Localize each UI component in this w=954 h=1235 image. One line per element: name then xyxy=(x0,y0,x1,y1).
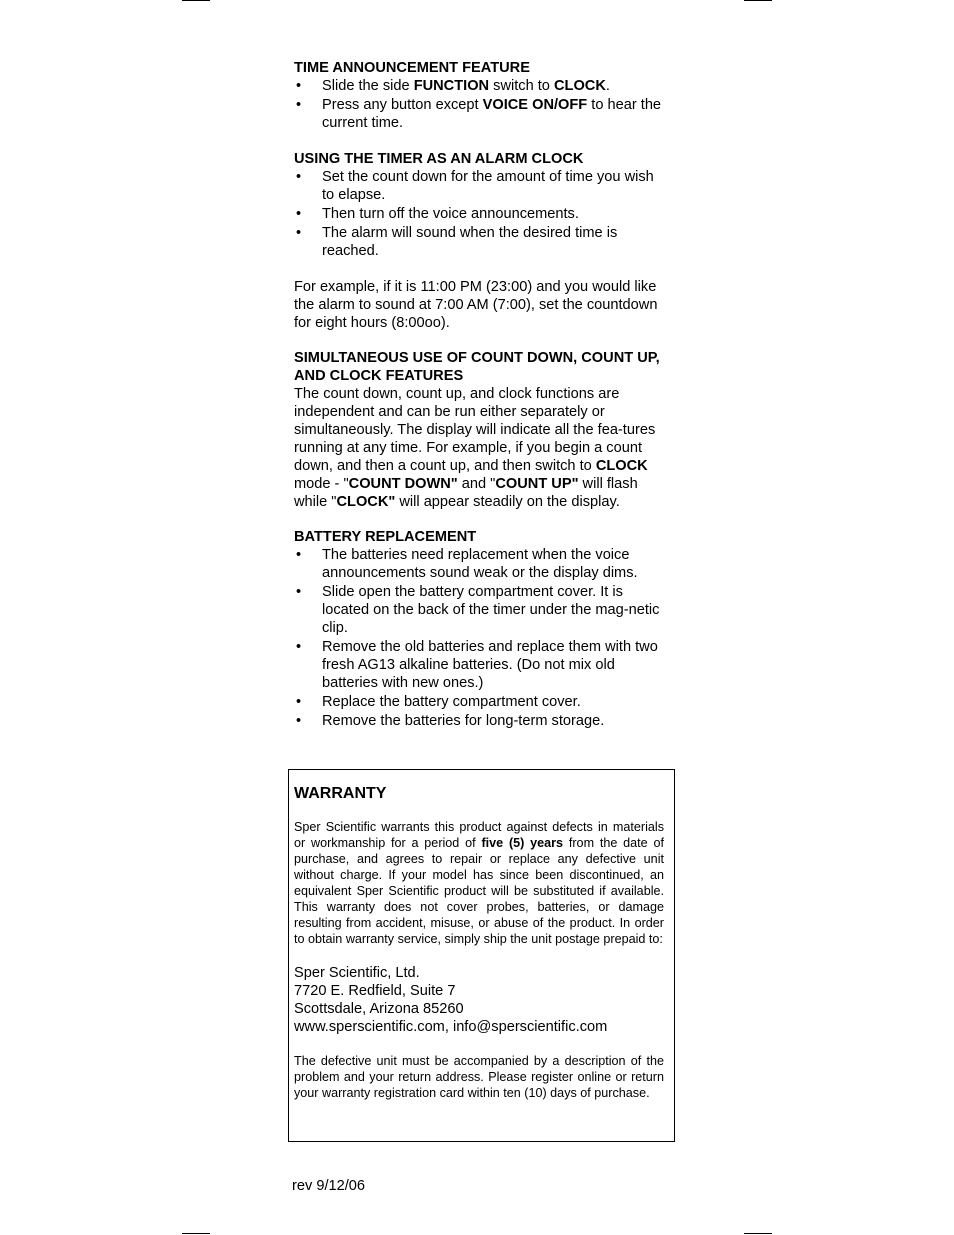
paragraph-bold: CLOCK xyxy=(595,458,648,474)
paragraph-text: and " xyxy=(457,476,496,492)
bullet-icon: • xyxy=(296,584,302,600)
warranty-body xyxy=(294,819,664,947)
list-item xyxy=(294,224,666,260)
list-item-text: to hear the current time. xyxy=(322,97,662,131)
bullet-icon: • xyxy=(296,97,302,113)
list-item xyxy=(294,168,666,204)
paragraph-text: will flash while " xyxy=(294,476,638,510)
list-item xyxy=(294,546,666,582)
bullet-icon: • xyxy=(296,694,302,710)
battery-heading: BATTERY REPLACEMENT xyxy=(294,529,477,545)
alarm-clock-list xyxy=(294,168,666,260)
paragraph-text: mode - " xyxy=(294,476,349,492)
list-item xyxy=(294,712,666,730)
paragraph-bold: COUNT UP" xyxy=(495,476,579,492)
alarm-example-paragraph: For example, if it is 11:00 PM (23:00) and you would like the alarm to sound at 7:00 AM (7:00), set the countdown for eight hours (8:00oo). xyxy=(294,279,658,331)
crop-mark-top-left xyxy=(182,0,210,1)
simultaneous-paragraph xyxy=(294,385,666,511)
list-item-text: switch to xyxy=(489,78,554,94)
alarm-clock-heading: USING THE TIMER AS AN ALARM CLOCK xyxy=(294,151,584,167)
bullet-icon: • xyxy=(296,78,302,94)
list-item-bold: VOICE ON/OFF xyxy=(482,97,588,113)
address-line: Scottsdale, Arizona 85260 xyxy=(294,1001,464,1017)
warranty-period: five (5) years xyxy=(481,836,564,850)
bullet-icon: • xyxy=(296,206,302,222)
time-announcement-heading: TIME ANNOUNCEMENT FEATURE xyxy=(294,60,530,76)
list-item-text: . xyxy=(605,78,610,94)
revision-date: rev 9/12/06 xyxy=(292,1178,366,1194)
warranty-box xyxy=(288,769,675,1142)
list-item-text: The batteries need replacement when the voice announcements sound weak or the display dims. xyxy=(322,547,638,581)
warranty-text: from the date of purchase, and agrees to repair or replace any defective unit without charge. If your model has since been discontinued, an equivalent Sper Scientific product will be substituted if available. This warranty does not cover probes, batteries, or damage resulting from accident, misuse, or abuse of the product. In order to obtain warranty service, simply ship the unit postage prepaid to: xyxy=(294,836,664,946)
bullet-icon: • xyxy=(296,639,302,655)
main-content xyxy=(294,59,666,731)
list-item xyxy=(294,693,666,711)
list-item-text: Remove the old batteries and replace them with two fresh AG13 alkaline batteries. (Do not mix old batteries with new ones.) xyxy=(322,639,658,691)
list-item-text: Replace the battery compartment cover. xyxy=(322,694,581,710)
paragraph-bold: COUNT DOWN" xyxy=(348,476,458,492)
paragraph-text: The count down, count up, and clock functions are independent and can be run either separately or simultaneously. The display will indicate all the fea-tures running at any time. For example, if you begin a count down, and then a count up, and then switch to xyxy=(294,386,656,474)
bullet-icon: • xyxy=(296,225,302,241)
warranty-address xyxy=(294,964,664,1036)
list-item xyxy=(294,205,666,223)
list-item-text: Slide open the battery compartment cover. It is located on the back of the timer under the mag-netic clip. xyxy=(322,584,660,636)
battery-list xyxy=(294,546,666,730)
list-item-text: Remove the batteries for long-term storage. xyxy=(322,713,605,729)
address-line: Sper Scientific, Ltd. xyxy=(294,965,420,981)
list-item-bold: CLOCK xyxy=(553,78,606,94)
address-line: 7720 E. Redfield, Suite 7 xyxy=(294,983,456,999)
list-item-text: Then turn off the voice announcements. xyxy=(322,206,579,222)
bullet-icon: • xyxy=(296,547,302,563)
list-item-text: The alarm will sound when the desired time is reached. xyxy=(322,225,618,259)
paragraph-text: will appear steadily on the display. xyxy=(395,494,620,510)
warranty-text: Sper Scientific warrants this product against defects in materials or workmanship for a period of xyxy=(294,820,664,850)
list-item xyxy=(294,638,666,692)
warranty-footer: The defective unit must be accompanied by a description of the problem and your return address. Please register online or return your warranty registration card within ten (10) days of purchase. xyxy=(294,1054,664,1100)
list-item-text: Slide the side xyxy=(322,78,414,94)
crop-mark-bottom-left xyxy=(182,1233,210,1234)
crop-mark-top-right xyxy=(744,0,772,1)
list-item xyxy=(294,583,666,637)
list-item xyxy=(294,96,666,132)
simultaneous-heading: SIMULTANEOUS USE OF COUNT DOWN, COUNT UP, AND CLOCK FEATURES xyxy=(294,350,660,384)
list-item xyxy=(294,77,666,95)
list-item-bold: FUNCTION xyxy=(413,78,490,94)
list-item-text: Set the count down for the amount of time you wish to elapse. xyxy=(322,169,654,203)
warranty-title: WARRANTY xyxy=(294,785,387,802)
paragraph-bold: CLOCK" xyxy=(336,494,396,510)
address-contact-line: www.sperscientific.com, info@sperscientific.com xyxy=(294,1019,608,1035)
bullet-icon: • xyxy=(296,713,302,729)
crop-mark-bottom-right xyxy=(744,1233,772,1234)
list-item-text: Press any button except xyxy=(322,97,483,113)
time-announcement-list xyxy=(294,77,666,132)
bullet-icon: • xyxy=(296,169,302,185)
